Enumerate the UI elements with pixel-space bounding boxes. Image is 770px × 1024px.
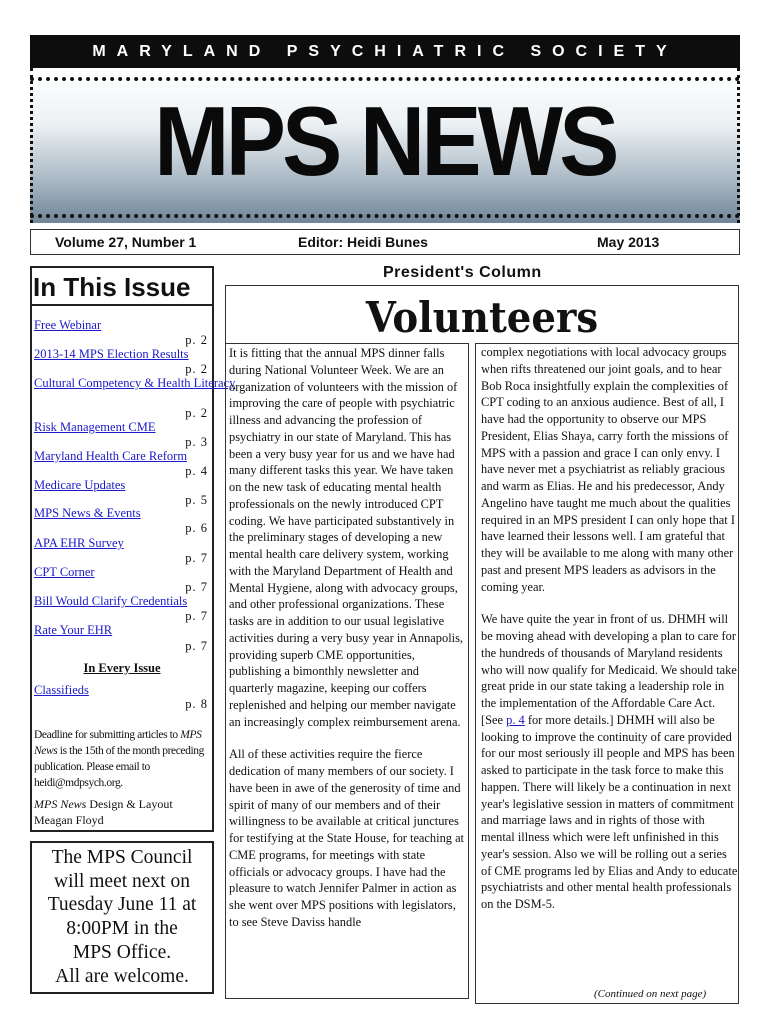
toc-link[interactable]: APA EHR Survey: [34, 536, 124, 550]
masthead-dotted-border-bottom: [30, 214, 740, 218]
toc-link[interactable]: Rate Your EHR: [34, 623, 113, 637]
toc-page: p. 7: [185, 551, 208, 565]
toc-link[interactable]: Medicare Updates: [34, 478, 126, 492]
toc-page: p. 3: [185, 435, 208, 449]
toc-page: p. 4: [185, 464, 208, 478]
deadline-note: Deadline for submitting articles to MPS News is the 15th of the month preceding publication. Please email to heidi@mdpsych.org.: [34, 729, 204, 789]
issue-info-bar: [30, 229, 740, 255]
paragraph: All of these activities require the fierce dedication of many members of our society. I have been in awe of the generosity of time and spirit of many of our members and of their willingness to be available at critical junctures for testifying at the State House, for teaching at CME programs, for meetings with state officials or advocacy groups. I have had the pleasure to watch Jennifer Palmer in action as she went over MPS positions with legislators, to see Steve Daviss handle: [229, 747, 465, 929]
article-title: Volunteers: [365, 293, 599, 342]
toc-page: p. 8: [185, 697, 208, 711]
newsletter-title: MPS NEWS: [154, 86, 616, 196]
issue-date: May 2013: [597, 234, 660, 250]
continued-note: (Continued on next page): [594, 988, 707, 1000]
toc-page: p. 7: [185, 639, 208, 653]
toc-link[interactable]: Maryland Health Care Reform: [34, 449, 188, 463]
org-banner: [30, 35, 740, 68]
editor: Editor: Heidi Bunes: [298, 234, 428, 250]
toc-link-classifieds[interactable]: Classifieds: [34, 683, 89, 697]
council-notice: The MPS Council will meet next on Tuesday June 11 at 8:00PM in the MPS Office. All are welcome.: [47, 847, 197, 987]
paragraph: It is fitting that the annual MPS dinner falls during National Volunteer Week. We are an organization of volunteers with the mission of improving the care of people with psychiatric illness and advancing the profession of psychiatry in our state of Maryland. This has been a very busy year for us and we have had many different tasks this year. We have taken on the new task of educating mental health professionals on the newly introduced CPT coding. We have participated substantively in the preliminary stages of developing a new mental health care delivery system, working with the Maryland Department of Health and Mental Hygiene, along with advocacy groups, and other professional organizations. These tasks are in addition to our usual legislative activities during a very busy year in Annapolis, providing superb CME opportunities, publishing a bimonthly newsletter and quarterly magazine, keeping our coffers replenished and helping our member navigate an increasingly complex reimbursement arena.: [229, 346, 463, 729]
paragraph: complex negotiations with local advocacy groups when rifts threatened our joint goals, and to hear Bob Roca insightfully explain the complexities of CPT coding to an anxious audience. Best of all, I have had the opportunity to observe our MPS President, Elias Shaya, carry forth the missions of MPS with a passion and grace I can only envy. I have never met a psychiatrist as reliably gracious and warm as Elias. He and his predecessor, Andy Angelino have taught me much about the qualities required in an MPS president I can only hope that I have learned their lessons well. I am grateful that they will be available to me along with many other past and present MPS leaders as advisors in the coming year.: [481, 345, 735, 594]
article-column-1: [229, 345, 466, 947]
toc-page: p. 5: [185, 493, 208, 507]
designer-name: Meagan Floyd: [34, 813, 104, 827]
toc-link[interactable]: Risk Management CME: [34, 420, 156, 434]
toc-page: p. 7: [185, 609, 208, 623]
section-heading: President's Column: [383, 264, 542, 281]
design-credit: MPS News Design & Layout Meagan Floyd: [34, 797, 173, 827]
toc-link[interactable]: MPS News & Events: [34, 506, 141, 520]
toc-link[interactable]: Free Webinar: [34, 318, 102, 332]
toc-page: p. 7: [185, 580, 208, 594]
article-column-2: [481, 344, 738, 929]
paragraph: We have quite the year in front of us. DHMH will be moving ahead with developing a plan to care for the hundreds of thousands of Maryland residents who will now qualify for Medicaid. We should take great pride in our state taking a leadership role in the implementation of the Affordable Care Act. [See p. 4 for more details.] DHMH will also be looking to improve the continuity of care provided for our most seriously ill people and MPS has been asked to participate in the task force to make this happen. There will likely be a continuation in next year's legislative session in matters of commitment and marriage laws and in rights of those with mental illness which were left unfinished in this year's session. Also we will be rolling out a series of CME programs led by Elias and Andy to educate psychiatrists and other mental health professionals on the DSM-5.: [481, 612, 738, 911]
in-this-issue-heading: In This Issue: [33, 272, 191, 302]
toc-page: p. 2: [185, 333, 208, 347]
toc-link[interactable]: CPT Corner: [34, 565, 95, 579]
masthead-dotted-border-top: [30, 77, 740, 81]
volume-number: Volume 27, Number 1: [55, 234, 197, 250]
in-every-issue-heading: In Every Issue: [83, 661, 161, 675]
toc-page: p. 2: [185, 362, 208, 376]
org-name: MARYLAND PSYCHIATRIC SOCIETY: [92, 42, 678, 60]
toc-page: p. 2: [185, 406, 208, 420]
divider: [30, 304, 214, 306]
toc-page: p. 6: [185, 521, 208, 535]
page-4-link[interactable]: p. 4: [506, 712, 525, 727]
toc-link[interactable]: Bill Would Clarify Credentials: [34, 594, 188, 608]
toc-link[interactable]: 2013-14 MPS Election Results: [34, 347, 189, 361]
toc-link[interactable]: Cultural Competency & Health Literacy: [34, 376, 236, 390]
